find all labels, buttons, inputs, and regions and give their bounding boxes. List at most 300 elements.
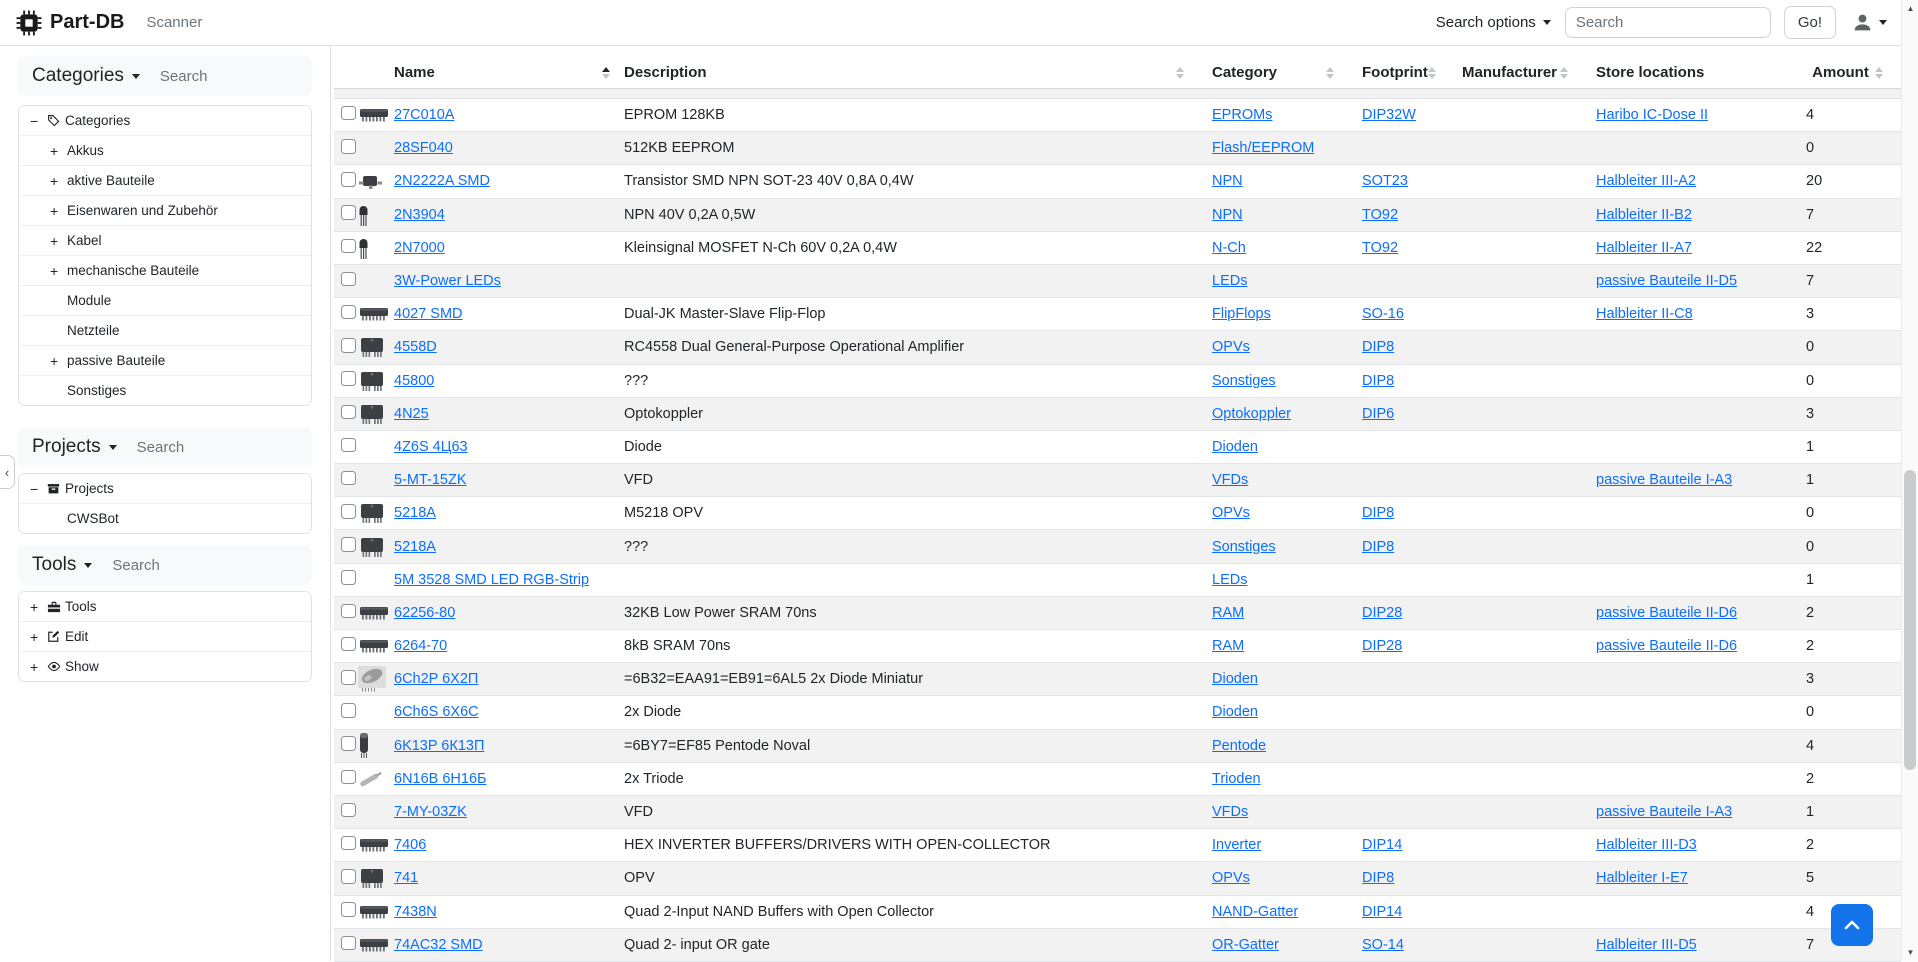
footprint-link[interactable]: DIP14 [1362, 837, 1403, 854]
table-row [334, 630, 1901, 663]
ic-side-thumbnail [358, 304, 394, 324]
part-description: Diode [624, 438, 662, 455]
part-name-link[interactable]: 62256-80 [394, 604, 456, 621]
tree-item-label: Akkus [67, 143, 104, 158]
categories-search-input[interactable] [158, 67, 282, 86]
category-link[interactable]: FlipFlops [1212, 306, 1271, 323]
row-select-checkbox[interactable] [341, 106, 356, 121]
tools-tree [18, 591, 312, 682]
table-row [334, 132, 1901, 165]
table-row [334, 365, 1901, 398]
amount-value: 7 [1806, 273, 1815, 290]
row-select-checkbox[interactable] [341, 736, 356, 751]
ic-top-thumbnail [358, 535, 394, 559]
category-link[interactable]: Sonstiges [1212, 538, 1276, 555]
row-select-checkbox[interactable] [341, 570, 356, 585]
tree-item-aktive-bauteile[interactable] [19, 166, 311, 196]
category-link[interactable]: EPROMs [1212, 107, 1273, 124]
table-row [334, 564, 1901, 597]
user-menu-dropdown[interactable] [1852, 12, 1887, 33]
ic-top-thumbnail [358, 402, 394, 426]
category-link[interactable]: Flash/EEPROM [1212, 140, 1315, 157]
tube-photo-thumbnail [358, 666, 394, 692]
tree-item-netzteile[interactable] [19, 316, 311, 346]
part-name-link[interactable]: 5M 3528 SMD LED RGB-Strip [394, 571, 590, 588]
tree-item-label: Netzteile [67, 323, 120, 338]
amount-value: 1 [1806, 472, 1815, 489]
amount-value: 7 [1806, 936, 1815, 953]
row-select-checkbox[interactable] [341, 371, 356, 386]
search-options-dropdown[interactable] [1436, 14, 1551, 31]
tree-item-module[interactable] [19, 286, 311, 316]
table-row [334, 165, 1901, 198]
table-row [334, 696, 1901, 729]
table-row [334, 464, 1901, 497]
part-name-link[interactable]: 74AC32 SMD [394, 936, 483, 953]
categories-title: Categories [32, 65, 124, 86]
part-name-link[interactable]: 6Ch2P 6Х2П [394, 671, 479, 688]
tree-item-label: Eisenwaren und Zubehör [67, 203, 218, 218]
amount-value: 4 [1806, 737, 1815, 754]
table-row [334, 298, 1901, 331]
tree-item-label: Module [67, 293, 112, 308]
row-select-checkbox[interactable] [341, 205, 356, 220]
part-description: 512KB EEPROM [624, 140, 735, 157]
part-name-link[interactable]: 4027 SMD [394, 306, 463, 323]
table-row [334, 232, 1901, 265]
part-description: Dual-JK Master-Slave Flip-Flop [624, 306, 826, 323]
column-header-amount[interactable] [1784, 57, 1901, 88]
category-link[interactable]: Inverter [1212, 837, 1262, 854]
eye-icon [47, 660, 65, 673]
part-description: RC4558 Dual General-Purpose Operational Amplifier [624, 339, 965, 356]
parts-table-area [330, 46, 1901, 961]
row-select-checkbox[interactable] [341, 803, 356, 818]
part-name-link[interactable]: 6Ch6S 6Х6С [394, 704, 479, 721]
store-location-link[interactable]: Halbleiter III-A2 [1596, 173, 1696, 190]
store-location-link[interactable]: Halbleiter II-B2 [1596, 206, 1692, 223]
tree-item-label: Show [65, 659, 99, 674]
tree-item-label: Sonstiges [67, 383, 127, 398]
tools-search-input[interactable] [110, 556, 234, 575]
footprint-link[interactable]: DIP8 [1362, 339, 1395, 356]
part-description: 8kB SRAM 70ns [624, 638, 731, 655]
plus-toggle-icon[interactable]: + [30, 658, 39, 675]
tree-item-label: Tools [65, 599, 97, 614]
table-row [334, 265, 1901, 298]
part-description: 32KB Low Power SRAM 70ns [624, 604, 817, 621]
amount-value: 20 [1806, 173, 1823, 190]
category-link[interactable]: Trioden [1212, 770, 1261, 787]
row-select-checkbox[interactable] [341, 902, 356, 917]
footprint-link[interactable]: SO-14 [1362, 936, 1404, 953]
store-location-link[interactable]: Haribo IC-Dose II [1596, 107, 1709, 124]
part-name-link[interactable]: 7438N [394, 903, 437, 920]
amount-value: 3 [1806, 671, 1815, 688]
sidebar [0, 46, 330, 961]
column-header-manufacturer[interactable] [1440, 57, 1574, 88]
part-name-link[interactable]: 28SF040 [394, 140, 453, 157]
part-description: EPROM 128KB [624, 107, 725, 124]
row-select-checkbox[interactable] [341, 637, 356, 652]
tree-item-edit[interactable] [19, 622, 311, 652]
tree-item-label: Projects [65, 481, 114, 496]
store-location-link[interactable]: passive Bauteile II-D5 [1596, 273, 1738, 290]
to92-thumbnail [358, 202, 394, 228]
table-row [334, 862, 1901, 895]
tree-item-kabel[interactable] [19, 226, 311, 256]
row-select-checkbox[interactable] [341, 172, 356, 187]
category-link[interactable]: Sonstiges [1212, 372, 1276, 389]
chevron-down-icon [84, 563, 92, 568]
sort-icon [1875, 67, 1883, 79]
amount-value: 2 [1806, 837, 1815, 854]
ic-side-thumbnail [358, 636, 394, 656]
projects-panel-header [18, 427, 312, 467]
column-header-label: Name [394, 64, 435, 81]
column-header-footprint[interactable] [1340, 57, 1440, 88]
ic-side-thumbnail [358, 603, 394, 623]
global-search-input[interactable] [1565, 7, 1771, 38]
table-row [334, 99, 1901, 132]
projects-title: Projects [32, 436, 101, 457]
tools-panel-header [18, 545, 312, 585]
top-navbar [0, 0, 1901, 46]
column-header-label: Category [1212, 64, 1278, 81]
row-select-checkbox[interactable] [341, 936, 356, 951]
part-name-link[interactable]: 4N25 [394, 405, 429, 422]
tree-item-sonstiges[interactable] [19, 376, 311, 405]
amount-value: 0 [1806, 704, 1815, 721]
row-select-checkbox[interactable] [341, 836, 356, 851]
column-header-label: Store locations [1596, 64, 1705, 81]
category-link[interactable]: RAM [1212, 638, 1245, 655]
row-select-checkbox[interactable] [341, 703, 356, 718]
brand-title: Part-DB [50, 11, 125, 33]
row-select-checkbox[interactable] [341, 869, 356, 884]
categories-panel-header [18, 56, 312, 96]
store-location-link[interactable]: passive Bauteile I-A3 [1596, 472, 1733, 489]
category-link[interactable]: Pentode [1212, 737, 1267, 754]
part-description: VFD [624, 804, 653, 821]
projects-tree [18, 473, 312, 534]
category-link[interactable]: OPVs [1212, 870, 1250, 887]
tag-icon [47, 114, 65, 127]
row-select-checkbox[interactable] [341, 338, 356, 353]
sort-icon [1560, 67, 1568, 79]
column-header-store-locations [1574, 57, 1784, 88]
table-row [334, 398, 1901, 431]
part-name-link[interactable]: 2N7000 [394, 239, 445, 256]
go-button[interactable]: Go! [1784, 6, 1836, 39]
footprint-link[interactable]: DIP8 [1362, 538, 1395, 555]
archive-box-icon [47, 482, 65, 495]
part-name-link[interactable]: 741 [394, 870, 419, 887]
category-link[interactable]: Dioden [1212, 671, 1258, 688]
amount-value: 3 [1806, 306, 1815, 323]
projects-search-input[interactable] [135, 438, 259, 457]
plus-toggle-icon[interactable]: + [50, 352, 59, 369]
amount-value: 22 [1806, 239, 1823, 256]
tree-item-akkus[interactable] [19, 136, 311, 166]
part-name-link[interactable]: 27C010A [394, 107, 455, 124]
part-name-link[interactable]: 4558D [394, 339, 437, 356]
part-description: M5218 OPV [624, 505, 703, 522]
category-link[interactable]: Dioden [1212, 438, 1258, 455]
column-header-label: Manufacturer [1462, 64, 1558, 81]
projects-dropdown[interactable] [32, 436, 117, 458]
table-row [334, 796, 1901, 829]
category-link[interactable]: Optokoppler [1212, 405, 1291, 422]
tree-item-categories[interactable] [19, 106, 311, 136]
minus-toggle-icon[interactable]: − [30, 480, 39, 497]
part-description: 2x Triode [624, 770, 684, 787]
part-name-link[interactable]: 6N16B 6Н16Б [394, 770, 487, 787]
part-description: ??? [624, 372, 649, 389]
store-location-link[interactable]: Halbleiter III-D3 [1596, 837, 1697, 854]
amount-value: 0 [1806, 372, 1815, 389]
category-link[interactable]: Dioden [1212, 704, 1258, 721]
sort-icon [1176, 67, 1184, 79]
amount-value: 5 [1806, 870, 1815, 887]
part-name-link[interactable]: 2N3904 [394, 206, 445, 223]
plus-toggle-icon[interactable]: + [50, 202, 59, 219]
tools-dropdown[interactable] [32, 554, 92, 576]
column-header-category[interactable] [1190, 57, 1340, 88]
plus-toggle-icon[interactable]: + [50, 262, 59, 279]
table-row [334, 497, 1901, 530]
scroll-to-top-button[interactable] [1831, 904, 1873, 946]
row-select-checkbox[interactable] [341, 770, 356, 785]
categories-dropdown[interactable] [32, 65, 140, 87]
row-select-checkbox[interactable] [341, 405, 356, 420]
footprint-link[interactable]: SO-16 [1362, 306, 1404, 323]
column-header-label: Footprint [1362, 64, 1428, 81]
plus-toggle-icon[interactable]: + [30, 628, 39, 645]
partial-scrolled-row [334, 89, 1901, 99]
tree-item-cwsbot[interactable] [19, 504, 311, 533]
chevron-up-icon [1844, 920, 1860, 930]
part-description: =6BY7=EF85 Pentode Noval [624, 737, 811, 754]
part-name-link[interactable]: 4Z6S 4Ц63 [394, 438, 468, 455]
store-location-link[interactable]: Halbleiter III-D5 [1596, 936, 1697, 953]
scrollbar-down-arrow[interactable]: ▼ [1906, 948, 1915, 957]
plus-toggle-icon[interactable]: + [50, 172, 59, 189]
scrollbar-thumb[interactable] [1904, 470, 1916, 770]
part-name-link[interactable]: 7-MY-03ZK [394, 804, 467, 821]
ic-side-thumbnail [358, 105, 394, 125]
store-location-link[interactable]: passive Bauteile II-D6 [1596, 604, 1738, 621]
part-description: Quad 2- input OR gate [624, 936, 770, 953]
part-name-link[interactable]: 45800 [394, 372, 435, 389]
column-header-label: Amount [1812, 64, 1869, 81]
tree-item-label: CWSBot [67, 511, 119, 526]
amount-value: 2 [1806, 770, 1815, 787]
table-row [334, 663, 1901, 696]
store-location-link[interactable]: passive Bauteile II-D6 [1596, 638, 1738, 655]
pencil-square-icon [47, 630, 65, 643]
part-name-link[interactable]: 3W-Power LEDs [394, 273, 501, 290]
person-icon [1852, 12, 1873, 33]
tree-item-passive-bauteile[interactable] [19, 346, 311, 376]
column-header-label: Description [624, 64, 707, 81]
category-link[interactable]: RAM [1212, 604, 1245, 621]
parts-table [334, 99, 1901, 962]
footprint-link[interactable]: DIP6 [1362, 405, 1395, 422]
table-row [334, 331, 1901, 364]
amount-value: 4 [1806, 107, 1815, 124]
table-row [334, 896, 1901, 929]
footprint-link[interactable]: DIP8 [1362, 505, 1395, 522]
category-link[interactable]: OR-Gatter [1212, 936, 1279, 953]
footprint-link[interactable]: TO92 [1362, 206, 1399, 223]
part-description: Optokoppler [624, 405, 703, 422]
row-select-checkbox[interactable] [341, 438, 356, 453]
row-select-checkbox[interactable] [341, 471, 356, 486]
tree-item-label: aktive Bauteile [67, 173, 155, 188]
part-name-link[interactable]: 5218A [394, 505, 436, 522]
row-select-checkbox[interactable] [341, 604, 356, 619]
tube-diagonal-thumbnail [358, 766, 394, 792]
tree-item-projects[interactable] [19, 474, 311, 504]
row-select-checkbox[interactable] [341, 305, 356, 320]
category-link[interactable]: OPVs [1212, 339, 1250, 356]
table-row [334, 829, 1901, 862]
minus-toggle-icon[interactable]: − [30, 112, 39, 129]
table-row [334, 763, 1901, 796]
amount-value: 0 [1806, 538, 1815, 555]
amount-value: 7 [1806, 206, 1815, 223]
plus-toggle-icon[interactable]: + [30, 598, 39, 615]
table-row [334, 530, 1901, 563]
part-name-link[interactable]: 2N2222A SMD [394, 173, 490, 190]
amount-value: 3 [1806, 405, 1815, 422]
store-location-link[interactable]: Halbleiter II-C8 [1596, 306, 1693, 323]
tube-vertical-thumbnail [358, 732, 394, 759]
sort-icon [1326, 67, 1334, 79]
ic-side-thumbnail [358, 902, 394, 922]
part-name-link[interactable]: 6K13P 6К13П [394, 737, 485, 754]
plus-toggle-icon[interactable]: + [50, 232, 59, 249]
chevron-down-icon [1879, 20, 1887, 25]
column-header-name[interactable] [394, 57, 616, 88]
part-description: VFD [624, 472, 653, 489]
category-link[interactable]: VFDs [1212, 472, 1249, 489]
part-description: =6B32=EAA91=EB91=6AL5 2x Diode Miniatur [624, 671, 924, 688]
row-select-checkbox[interactable] [341, 139, 356, 154]
nav-link-scanner[interactable]: Scanner [146, 14, 203, 31]
table-row [334, 597, 1901, 630]
row-select-checkbox[interactable] [341, 504, 356, 519]
table-row [334, 929, 1901, 962]
row-select-checkbox[interactable] [341, 272, 356, 287]
amount-value: 0 [1806, 140, 1815, 157]
row-select-checkbox[interactable] [341, 239, 356, 254]
table-row [334, 730, 1901, 763]
part-name-link[interactable]: 5-MT-15ZK [394, 472, 467, 489]
footprint-link[interactable]: DIP14 [1362, 903, 1403, 920]
footprint-link[interactable]: DIP32W [1362, 107, 1416, 124]
category-link[interactable]: OPVs [1212, 505, 1250, 522]
tree-item-mechanische-bauteile[interactable] [19, 256, 311, 286]
chevron-down-icon [1543, 20, 1551, 25]
plus-toggle-icon[interactable]: + [50, 142, 59, 159]
chevron-down-icon [109, 445, 117, 450]
part-description: Quad 2-Input NAND Buffers with Open Collector [624, 903, 935, 920]
to92-thumbnail [358, 235, 394, 261]
tree-item-label: Edit [65, 629, 89, 644]
category-link[interactable]: VFDs [1212, 804, 1249, 821]
toolbox-icon [47, 600, 65, 613]
store-location-link[interactable]: Halbleiter I-E7 [1596, 870, 1688, 887]
category-link[interactable]: LEDs [1212, 571, 1248, 588]
ic-top-thumbnail [358, 335, 394, 359]
part-description: ??? [624, 538, 649, 555]
amount-value: 4 [1806, 903, 1815, 920]
footprint-link[interactable]: TO92 [1362, 239, 1399, 256]
amount-value: 1 [1806, 438, 1815, 455]
ic-side-thumbnail [358, 835, 394, 855]
tree-item-tools[interactable] [19, 592, 311, 622]
cpu-chip-icon [16, 10, 42, 36]
part-description: OPV [624, 870, 655, 887]
store-location-link[interactable]: passive Bauteile I-A3 [1596, 804, 1733, 821]
category-link[interactable]: LEDs [1212, 273, 1248, 290]
tree-item-label: Kabel [67, 233, 102, 248]
amount-value: 2 [1806, 638, 1815, 655]
footprint-link[interactable]: DIP28 [1362, 638, 1403, 655]
category-link[interactable]: NAND-Gatter [1212, 903, 1299, 920]
scrollbar[interactable] [1901, 0, 1918, 961]
part-name-link[interactable]: 6264-70 [394, 638, 448, 655]
store-location-link[interactable]: Halbleiter II-A7 [1596, 239, 1692, 256]
amount-value: 1 [1806, 571, 1815, 588]
scrollbar-up-arrow[interactable]: ▲ [1906, 4, 1915, 13]
table-row [334, 431, 1901, 464]
footprint-link[interactable]: DIP8 [1362, 870, 1395, 887]
amount-value: 2 [1806, 604, 1815, 621]
tree-item-show[interactable] [19, 652, 311, 681]
chevron-down-icon [132, 74, 140, 79]
row-select-checkbox[interactable] [341, 670, 356, 685]
category-link[interactable]: N-Ch [1212, 239, 1246, 256]
part-name-link[interactable]: 5218A [394, 538, 436, 555]
part-description: NPN 40V 0,2A 0,5W [624, 206, 756, 223]
category-link[interactable]: NPN [1212, 173, 1243, 190]
part-description: Kleinsignal MOSFET N-Ch 60V 0,2A 0,4W [624, 239, 897, 256]
part-description: Transistor SMD NPN SOT-23 40V 0,8A 0,4W [624, 173, 914, 190]
row-select-checkbox[interactable] [341, 537, 356, 552]
brand-link[interactable] [16, 10, 124, 36]
tree-item-eisenwaren-und-zubeh-r[interactable] [19, 196, 311, 226]
part-name-link[interactable]: 7406 [394, 837, 427, 854]
categories-tree [18, 105, 312, 406]
category-link[interactable]: NPN [1212, 206, 1243, 223]
tree-item-label: passive Bauteile [67, 353, 166, 368]
sort-icon [1428, 67, 1436, 79]
sort-icon [602, 67, 610, 79]
footprint-link[interactable]: SOT23 [1362, 173, 1408, 190]
search-options-label: Search options [1435, 14, 1536, 31]
footprint-link[interactable]: DIP8 [1362, 372, 1395, 389]
part-description: HEX INVERTER BUFFERS/DRIVERS WITH OPEN-COLLECTOR [624, 837, 1051, 854]
column-header-description[interactable] [616, 57, 1190, 88]
tree-item-label: mechanische Bauteile [67, 263, 200, 278]
footprint-link[interactable]: DIP28 [1362, 604, 1403, 621]
sidebar-collapse-handle[interactable] [0, 455, 15, 489]
amount-value: 0 [1806, 339, 1815, 356]
ic-top-thumbnail [358, 369, 394, 393]
